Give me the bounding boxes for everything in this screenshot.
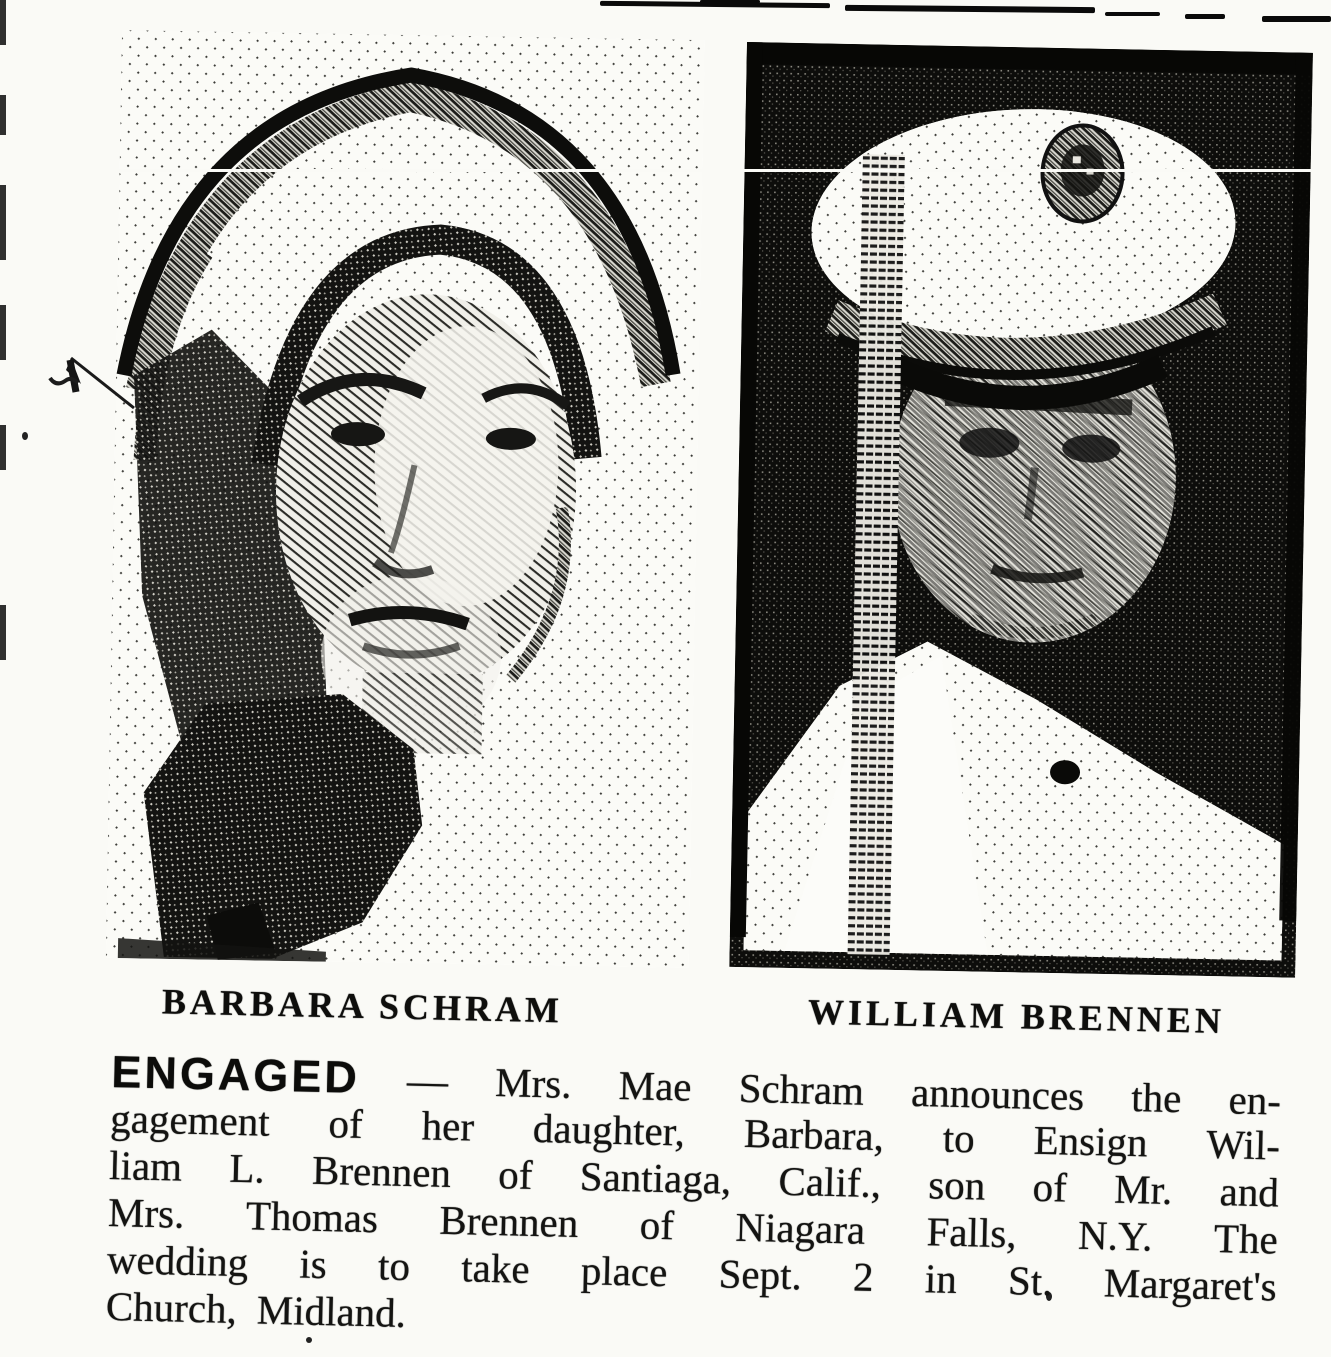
article-word: 2 [852,1253,875,1301]
article-word: en- [1228,1076,1282,1124]
scan-artifact-line [0,169,1331,172]
article-word: take [460,1244,531,1292]
article-word: in [924,1255,958,1302]
article-word: to [377,1242,411,1290]
article-word: Mrs. [107,1188,185,1237]
scan-artifact-streak [1105,12,1160,16]
article-word: Santiaga, [579,1153,732,1203]
article-word: Niagara [734,1203,866,1253]
article-word: The [1213,1215,1279,1263]
article-lead-word: ENGAGED [110,1046,361,1103]
article-word: Wil- [1205,1120,1281,1169]
article-word: Brennen [311,1146,452,1197]
article-word: daughter, [532,1104,686,1155]
article-word: of [1032,1163,1068,1211]
scan-artifact-streak [700,0,760,3]
article-word: Schram [738,1064,865,1114]
article-word: Church, [105,1282,238,1333]
scan-artifact-streak [1262,16,1331,22]
article-lines [105,1048,1281,1357]
article-word: to [942,1114,976,1162]
article-word: of [328,1100,364,1147]
article-word: liam [108,1141,183,1190]
scan-artifact-edge [0,95,6,135]
article-word: of [639,1201,675,1249]
article-word: Midland. [256,1286,407,1336]
article-word: Sept. [718,1250,803,1299]
article-word: announces [910,1068,1085,1119]
article-word: L. [228,1144,266,1192]
cap-emblem [1042,125,1124,223]
caption-william-brennen: WILLIAM BRENNEN [807,991,1226,1042]
article-word: Brennen [438,1196,579,1247]
scan-artifact-edge [0,425,6,470]
article-word: the [1130,1074,1182,1122]
article-word: Falls, [926,1208,1018,1257]
article-word: her [421,1102,475,1150]
caption-barbara-schram: BARBARA SCHRAM [161,981,564,1031]
article-word: son [927,1161,986,1209]
photo-william-brennen [729,42,1313,978]
article-word: of [497,1151,534,1198]
ink-speck [22,432,28,440]
scan-artifact-edge [0,0,6,45]
article-word: and [1219,1168,1280,1216]
article-word: is [298,1240,328,1288]
article-word: St. [1007,1257,1054,1305]
article-word: Ensign [1033,1116,1149,1166]
scan-artifact-edge [0,605,6,660]
article-word: gagement [109,1094,271,1145]
scan-artifact-streak [1185,14,1225,19]
article-word: Calif., [778,1157,882,1207]
article-word: Thomas [245,1192,379,1242]
article-word: Mr. [1113,1165,1173,1214]
article-word: Margaret's [1103,1259,1278,1310]
article-word: wedding [106,1235,249,1286]
scan-artifact-edge [0,305,6,360]
article-word: Barbara, [743,1109,885,1160]
article-word: N.Y. [1077,1211,1154,1260]
article-word: place [580,1247,668,1296]
article-word: — [406,1056,449,1104]
ink-speck [306,1337,312,1343]
scan-artifact-edge [0,185,6,260]
article-word: Mrs. [494,1059,573,1107]
scan-artifact-streak [845,5,1095,13]
pen-arrow-mark [38,338,148,428]
article-word: Mae [618,1061,693,1110]
